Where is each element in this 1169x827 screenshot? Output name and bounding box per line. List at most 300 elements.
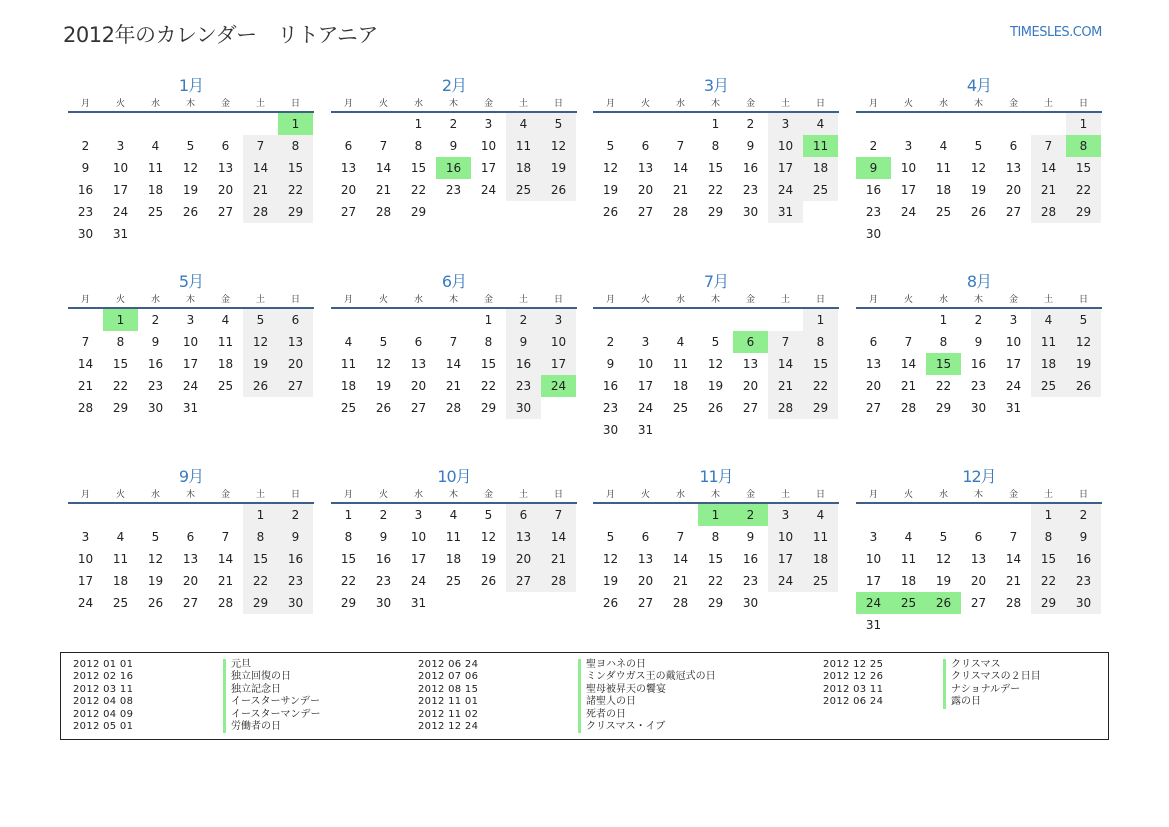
day-cell: 15 bbox=[707, 161, 724, 175]
weekday-label: 金 bbox=[220, 295, 230, 305]
holiday-date: 2012 02 16 bbox=[73, 671, 134, 683]
holiday-date: 2012 08 15 bbox=[418, 683, 479, 695]
day-cell: 24 bbox=[410, 574, 427, 588]
day-cell: 12 bbox=[480, 530, 497, 544]
empty-cell bbox=[663, 113, 698, 135]
day-cell: 21 bbox=[243, 179, 278, 201]
weekday-label: 水 bbox=[150, 99, 160, 109]
day-cell: 7 bbox=[676, 139, 685, 153]
day-cell: 17 bbox=[112, 183, 129, 197]
day-cell: 2 bbox=[606, 335, 615, 349]
day-cell: 1 bbox=[344, 508, 353, 522]
day-cell: 17 bbox=[900, 183, 917, 197]
day-cell: 10 bbox=[182, 335, 199, 349]
weekday-label: 木 bbox=[973, 295, 983, 305]
day-cell: 23 bbox=[445, 183, 462, 197]
day-cell: 8 bbox=[484, 335, 493, 349]
empty-cell bbox=[961, 113, 996, 135]
day-cell: 12 bbox=[1066, 331, 1101, 353]
holiday-date: 2012 05 01 bbox=[73, 720, 134, 732]
day-cell: 28 bbox=[1031, 201, 1066, 223]
day-cell: 15 bbox=[1031, 548, 1066, 570]
day-cell: 9 bbox=[506, 331, 541, 353]
month-name: 2月 bbox=[441, 76, 467, 95]
day-cell: 5 bbox=[541, 113, 576, 135]
day-cell: 15 bbox=[278, 157, 313, 179]
day-cell: 21 bbox=[768, 375, 803, 397]
weekday-header bbox=[68, 488, 314, 504]
day-cell: 21 bbox=[217, 574, 234, 588]
day-cell: 26 bbox=[147, 596, 164, 610]
day-cell: 29 bbox=[112, 401, 129, 415]
day-cell: 27 bbox=[970, 596, 987, 610]
day-cell: 5 bbox=[484, 508, 493, 522]
weekday-label: 水 bbox=[413, 295, 423, 305]
day-cell: 26 bbox=[707, 401, 724, 415]
weekday-label: 火 bbox=[378, 295, 388, 305]
day-cell: 12 bbox=[182, 161, 199, 175]
day-cell: 25 bbox=[803, 570, 838, 592]
weekday-label: 火 bbox=[903, 295, 913, 305]
page-title: 2012年のカレンダー リトアニア bbox=[63, 23, 378, 47]
day-cell: 7 bbox=[1009, 530, 1018, 544]
day-cell: 24 bbox=[637, 401, 654, 415]
holiday-date: 2012 03 11 bbox=[823, 683, 884, 695]
day-cell: 11 bbox=[900, 552, 917, 566]
weekday-label: 日 bbox=[815, 99, 825, 109]
day-cell: 30 bbox=[278, 592, 313, 614]
month-name: 12月 bbox=[962, 467, 996, 486]
day-cell: 7 bbox=[449, 335, 458, 349]
empty-cell bbox=[208, 504, 243, 526]
day-cell: 27 bbox=[182, 596, 199, 610]
day-cell: 13 bbox=[637, 552, 654, 566]
day-cell: 9 bbox=[449, 139, 458, 153]
holiday-day-cell: 1 bbox=[698, 504, 733, 526]
day-cell: 30 bbox=[77, 227, 94, 241]
day-cell: 16 bbox=[602, 379, 619, 393]
empty-cell bbox=[856, 309, 891, 331]
weekday-label: 月 bbox=[605, 295, 615, 305]
day-cell: 6 bbox=[869, 335, 878, 349]
day-cell: 25 bbox=[1031, 375, 1066, 397]
day-cell: 5 bbox=[151, 530, 160, 544]
day-cell: 19 bbox=[970, 183, 987, 197]
day-cell: 1 bbox=[939, 313, 948, 327]
day-cell: 9 bbox=[81, 161, 90, 175]
day-cell: 7 bbox=[676, 530, 685, 544]
holiday-day-cell: 15 bbox=[926, 353, 961, 375]
weekday-label: 水 bbox=[150, 490, 160, 500]
weekday-header bbox=[856, 293, 1102, 309]
day-cell: 17 bbox=[768, 548, 803, 570]
day-cell: 26 bbox=[602, 205, 619, 219]
weekday-label: 金 bbox=[220, 99, 230, 109]
day-cell: 24 bbox=[768, 570, 803, 592]
day-cell: 19 bbox=[541, 157, 576, 179]
day-cell: 19 bbox=[147, 574, 164, 588]
day-cell: 28 bbox=[672, 596, 689, 610]
day-cell: 23 bbox=[742, 574, 759, 588]
day-cell: 21 bbox=[445, 379, 462, 393]
holiday-row bbox=[823, 684, 1041, 696]
day-cell: 25 bbox=[112, 596, 129, 610]
month-calendar bbox=[856, 75, 1102, 245]
holiday-row bbox=[418, 709, 716, 721]
day-cell: 18 bbox=[147, 183, 164, 197]
day-cell: 23 bbox=[77, 205, 94, 219]
month-calendar bbox=[331, 75, 577, 223]
day-cell: 18 bbox=[1031, 353, 1066, 375]
day-cell: 17 bbox=[637, 379, 654, 393]
day-cell: 5 bbox=[974, 139, 983, 153]
day-cell: 28 bbox=[541, 570, 576, 592]
day-cell: 15 bbox=[410, 161, 427, 175]
day-cell: 26 bbox=[602, 596, 619, 610]
day-cell: 31 bbox=[182, 401, 199, 415]
day-cell: 17 bbox=[541, 353, 576, 375]
day-cell: 19 bbox=[1066, 353, 1101, 375]
day-cell: 13 bbox=[340, 161, 357, 175]
day-cell: 25 bbox=[340, 401, 357, 415]
day-cell: 4 bbox=[221, 313, 230, 327]
day-cell: 7 bbox=[81, 335, 90, 349]
empty-cell bbox=[243, 113, 278, 135]
holiday-date: 2012 04 08 bbox=[73, 696, 134, 708]
empty-cell bbox=[173, 113, 208, 135]
holiday-day-cell: 6 bbox=[733, 331, 768, 353]
weekday-label: 月 bbox=[343, 295, 353, 305]
day-cell: 8 bbox=[278, 135, 313, 157]
day-cell: 29 bbox=[1066, 201, 1101, 223]
weekday-label: 木 bbox=[710, 295, 720, 305]
day-grid bbox=[331, 504, 577, 614]
day-cell: 22 bbox=[803, 375, 838, 397]
day-cell: 28 bbox=[445, 401, 462, 415]
empty-cell bbox=[208, 113, 243, 135]
day-cell: 5 bbox=[186, 139, 195, 153]
day-cell: 20 bbox=[637, 574, 654, 588]
weekday-header bbox=[593, 97, 839, 113]
holiday-name: クリスマスの２日目 bbox=[943, 671, 1041, 683]
weekday-header bbox=[68, 293, 314, 309]
empty-cell bbox=[103, 504, 138, 526]
day-cell: 8 bbox=[1031, 526, 1066, 548]
day-cell: 16 bbox=[865, 183, 882, 197]
holiday-column bbox=[418, 659, 716, 733]
day-cell: 19 bbox=[935, 574, 952, 588]
day-cell: 3 bbox=[81, 530, 90, 544]
holiday-day-cell: 24 bbox=[856, 592, 891, 614]
day-cell: 31 bbox=[865, 618, 882, 632]
holiday-row bbox=[823, 696, 1041, 708]
holiday-row bbox=[73, 684, 321, 696]
day-cell: 15 bbox=[243, 548, 278, 570]
day-cell: 29 bbox=[1031, 592, 1066, 614]
day-cell: 1 bbox=[711, 117, 720, 131]
empty-cell bbox=[663, 309, 698, 331]
day-cell: 19 bbox=[480, 552, 497, 566]
site-logo[interactable]: TIMESLES.COM bbox=[1010, 25, 1102, 40]
day-cell: 13 bbox=[865, 357, 882, 371]
weekday-label: 水 bbox=[675, 490, 685, 500]
day-grid bbox=[593, 113, 839, 223]
empty-cell bbox=[593, 113, 628, 135]
day-cell: 1 bbox=[803, 309, 838, 331]
weekday-header bbox=[331, 488, 577, 504]
day-cell: 13 bbox=[742, 357, 759, 371]
holiday-date: 2012 12 25 bbox=[823, 659, 884, 670]
holiday-day-cell: 1 bbox=[103, 309, 138, 331]
day-cell: 23 bbox=[865, 205, 882, 219]
day-cell: 3 bbox=[869, 530, 878, 544]
empty-cell bbox=[366, 309, 401, 331]
day-cell: 3 bbox=[414, 508, 423, 522]
day-cell: 8 bbox=[243, 526, 278, 548]
empty-cell bbox=[331, 113, 366, 135]
day-cell: 12 bbox=[243, 331, 278, 353]
day-cell: 19 bbox=[243, 353, 278, 375]
day-cell: 17 bbox=[77, 574, 94, 588]
weekday-label: 月 bbox=[80, 490, 90, 500]
weekday-label: 日 bbox=[290, 295, 300, 305]
day-cell: 15 bbox=[480, 357, 497, 371]
empty-cell bbox=[891, 504, 926, 526]
day-cell: 19 bbox=[602, 574, 619, 588]
day-cell: 30 bbox=[742, 205, 759, 219]
weekday-label: 月 bbox=[605, 490, 615, 500]
weekday-label: 月 bbox=[80, 295, 90, 305]
empty-cell bbox=[926, 504, 961, 526]
weekday-label: 土 bbox=[518, 490, 528, 500]
holiday-list bbox=[60, 652, 1109, 740]
day-cell: 13 bbox=[506, 526, 541, 548]
day-cell: 27 bbox=[742, 401, 759, 415]
holiday-date: 2012 01 01 bbox=[73, 659, 134, 670]
empty-cell bbox=[768, 309, 803, 331]
day-cell: 26 bbox=[243, 375, 278, 397]
day-cell: 23 bbox=[602, 401, 619, 415]
day-cell: 21 bbox=[672, 574, 689, 588]
day-cell: 16 bbox=[506, 353, 541, 375]
day-cell: 3 bbox=[484, 117, 493, 131]
day-cell: 23 bbox=[1066, 570, 1101, 592]
day-cell: 6 bbox=[506, 504, 541, 526]
day-cell: 14 bbox=[672, 161, 689, 175]
day-cell: 9 bbox=[606, 357, 615, 371]
day-cell: 23 bbox=[970, 379, 987, 393]
day-cell: 16 bbox=[742, 161, 759, 175]
day-cell: 30 bbox=[506, 397, 541, 419]
weekday-label: 水 bbox=[938, 99, 948, 109]
day-cell: 14 bbox=[1005, 552, 1022, 566]
month-calendar bbox=[68, 466, 314, 614]
day-cell: 18 bbox=[672, 379, 689, 393]
day-cell: 5 bbox=[606, 530, 615, 544]
empty-cell bbox=[663, 504, 698, 526]
weekday-label: 水 bbox=[150, 295, 160, 305]
day-cell: 23 bbox=[506, 375, 541, 397]
day-cell: 24 bbox=[1005, 379, 1022, 393]
day-cell: 20 bbox=[217, 183, 234, 197]
month-name: 4月 bbox=[966, 76, 992, 95]
empty-cell bbox=[856, 113, 891, 135]
empty-cell bbox=[961, 504, 996, 526]
day-cell: 24 bbox=[77, 596, 94, 610]
weekday-label: 土 bbox=[255, 490, 265, 500]
day-cell: 18 bbox=[900, 574, 917, 588]
holiday-row bbox=[418, 721, 716, 733]
weekday-label: 火 bbox=[640, 295, 650, 305]
day-cell: 7 bbox=[541, 504, 576, 526]
day-grid bbox=[593, 309, 839, 441]
day-cell: 14 bbox=[672, 552, 689, 566]
day-cell: 18 bbox=[112, 574, 129, 588]
holiday-column bbox=[73, 659, 321, 733]
day-cell: 2 bbox=[1066, 504, 1101, 526]
day-cell: 8 bbox=[414, 139, 423, 153]
holiday-date: 2012 06 24 bbox=[823, 696, 884, 708]
day-cell: 25 bbox=[803, 179, 838, 201]
day-cell: 26 bbox=[182, 205, 199, 219]
empty-cell bbox=[436, 309, 471, 331]
weekday-label: 水 bbox=[675, 295, 685, 305]
day-cell: 26 bbox=[480, 574, 497, 588]
day-cell: 29 bbox=[480, 401, 497, 415]
day-grid bbox=[331, 309, 577, 419]
day-cell: 5 bbox=[379, 335, 388, 349]
empty-cell bbox=[628, 113, 663, 135]
day-cell: 23 bbox=[375, 574, 392, 588]
day-cell: 28 bbox=[217, 596, 234, 610]
empty-cell bbox=[593, 504, 628, 526]
day-cell: 9 bbox=[746, 139, 755, 153]
weekday-label: 木 bbox=[448, 295, 458, 305]
day-cell: 10 bbox=[637, 357, 654, 371]
day-cell: 15 bbox=[340, 552, 357, 566]
day-cell: 28 bbox=[672, 205, 689, 219]
empty-cell bbox=[698, 309, 733, 331]
holiday-name: 聖ヨハネの日 bbox=[578, 659, 646, 671]
day-cell: 20 bbox=[278, 353, 313, 375]
holiday-name: イースターサンデー bbox=[223, 696, 320, 708]
day-cell: 10 bbox=[865, 552, 882, 566]
day-cell: 20 bbox=[637, 183, 654, 197]
day-cell: 27 bbox=[340, 205, 357, 219]
empty-cell bbox=[68, 504, 103, 526]
day-cell: 30 bbox=[1066, 592, 1101, 614]
day-cell: 13 bbox=[970, 552, 987, 566]
day-cell: 4 bbox=[803, 504, 838, 526]
holiday-date: 2012 04 09 bbox=[73, 708, 134, 720]
holiday-day-cell: 8 bbox=[1066, 135, 1101, 157]
day-cell: 28 bbox=[243, 201, 278, 223]
day-cell: 14 bbox=[77, 357, 94, 371]
empty-cell bbox=[173, 504, 208, 526]
weekday-label: 火 bbox=[640, 490, 650, 500]
weekday-label: 日 bbox=[815, 295, 825, 305]
weekday-label: 月 bbox=[868, 295, 878, 305]
day-cell: 21 bbox=[1005, 574, 1022, 588]
day-cell: 16 bbox=[742, 552, 759, 566]
weekday-label: 火 bbox=[115, 99, 125, 109]
day-cell: 21 bbox=[1031, 179, 1066, 201]
month-calendar bbox=[331, 271, 577, 419]
day-cell: 29 bbox=[278, 201, 313, 223]
weekday-label: 土 bbox=[780, 99, 790, 109]
day-cell: 20 bbox=[1005, 183, 1022, 197]
day-cell: 20 bbox=[506, 548, 541, 570]
month-name: 11月 bbox=[699, 467, 733, 486]
day-cell: 15 bbox=[707, 552, 724, 566]
day-cell: 6 bbox=[414, 335, 423, 349]
empty-cell bbox=[138, 113, 173, 135]
empty-cell bbox=[103, 113, 138, 135]
weekday-label: 日 bbox=[290, 490, 300, 500]
day-cell: 9 bbox=[278, 526, 313, 548]
empty-cell bbox=[856, 504, 891, 526]
day-cell: 27 bbox=[1005, 205, 1022, 219]
day-cell: 2 bbox=[449, 117, 458, 131]
day-cell: 9 bbox=[1066, 526, 1101, 548]
weekday-label: 日 bbox=[1078, 99, 1088, 109]
weekday-label: 月 bbox=[343, 490, 353, 500]
day-cell: 7 bbox=[1031, 135, 1066, 157]
day-cell: 10 bbox=[541, 331, 576, 353]
day-cell: 12 bbox=[935, 552, 952, 566]
empty-cell bbox=[401, 309, 436, 331]
day-cell: 19 bbox=[707, 379, 724, 393]
holiday-row bbox=[418, 671, 716, 683]
day-cell: 3 bbox=[1009, 313, 1018, 327]
weekday-label: 土 bbox=[780, 490, 790, 500]
day-cell: 11 bbox=[217, 335, 234, 349]
month-name: 3月 bbox=[703, 76, 729, 95]
day-cell: 20 bbox=[182, 574, 199, 588]
weekday-label: 木 bbox=[710, 490, 720, 500]
holiday-row bbox=[418, 696, 716, 708]
empty-cell bbox=[891, 113, 926, 135]
empty-cell bbox=[68, 113, 103, 135]
day-cell: 9 bbox=[379, 530, 388, 544]
month-calendar bbox=[68, 271, 314, 419]
day-cell: 22 bbox=[707, 574, 724, 588]
day-cell: 21 bbox=[375, 183, 392, 197]
day-cell: 6 bbox=[278, 309, 313, 331]
day-cell: 3 bbox=[768, 113, 803, 135]
day-cell: 28 bbox=[1005, 596, 1022, 610]
day-cell: 27 bbox=[217, 205, 234, 219]
day-cell: 30 bbox=[602, 423, 619, 437]
day-cell: 26 bbox=[1066, 375, 1101, 397]
day-cell: 3 bbox=[186, 313, 195, 327]
day-cell: 28 bbox=[900, 401, 917, 415]
day-cell: 2 bbox=[506, 309, 541, 331]
day-cell: 6 bbox=[221, 139, 230, 153]
day-cell: 4 bbox=[904, 530, 913, 544]
day-cell: 31 bbox=[112, 227, 129, 241]
weekday-label: 日 bbox=[290, 99, 300, 109]
day-cell: 18 bbox=[803, 548, 838, 570]
day-cell: 2 bbox=[151, 313, 160, 327]
holiday-day-cell: 9 bbox=[856, 157, 891, 179]
day-cell: 16 bbox=[1066, 548, 1101, 570]
day-cell: 8 bbox=[939, 335, 948, 349]
day-cell: 21 bbox=[672, 183, 689, 197]
day-grid bbox=[68, 504, 314, 614]
day-cell: 26 bbox=[375, 401, 392, 415]
day-cell: 6 bbox=[641, 530, 650, 544]
